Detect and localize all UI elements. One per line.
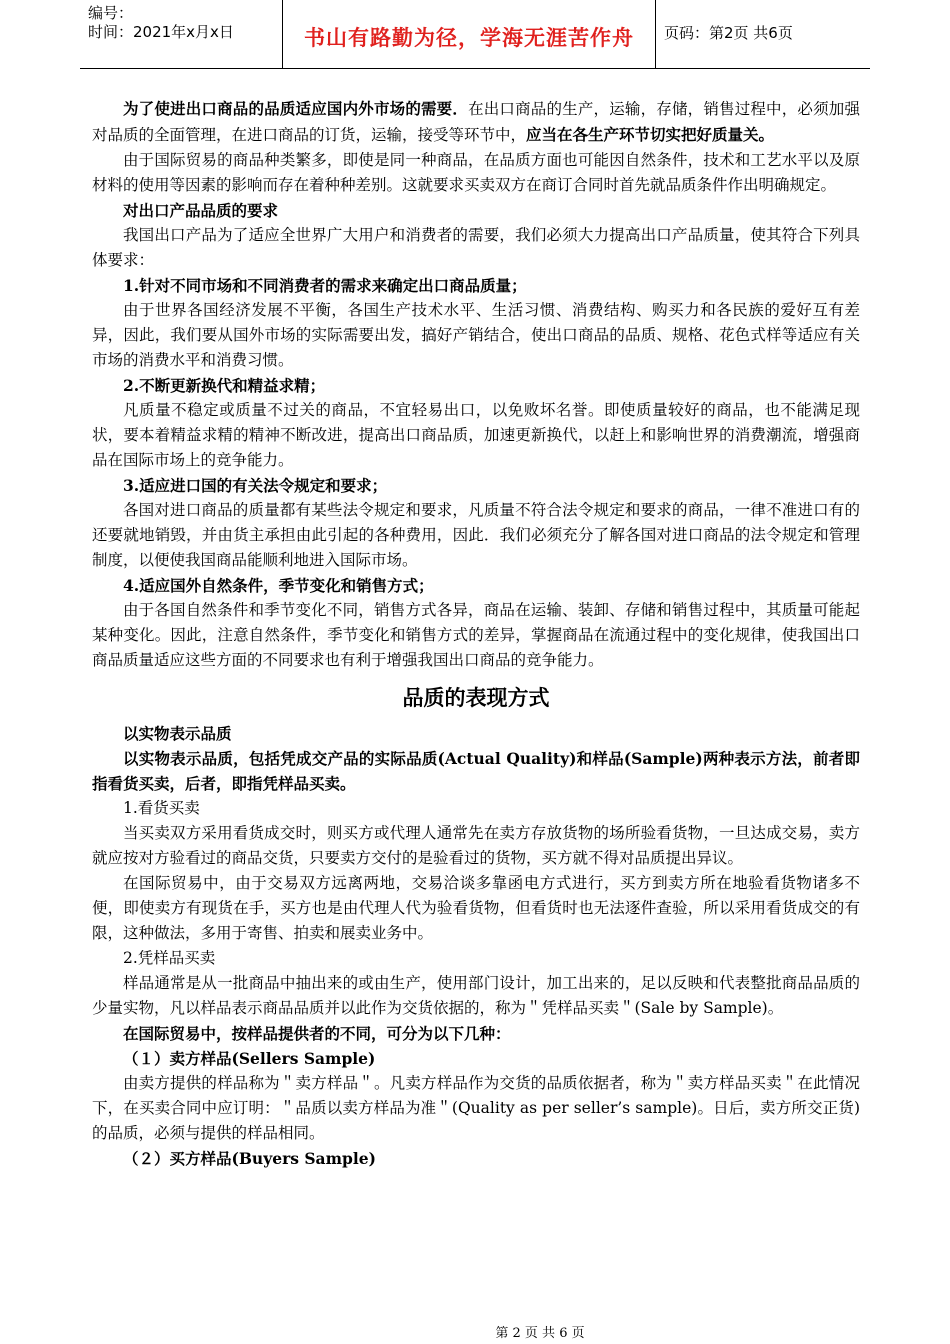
header-motto: 书山有路勤为径，学海无涯苦作舟 xyxy=(304,26,634,50)
paragraph: 各国对进口商品的质量都有某些法令规定和要求，凡质量不符合法令规定和要求的商品，一律不准进口有的还要就地销毁，并由货主承担由此引起的各种费用，因此．我们必须充分了解各国对进口商品的法令规定和管理制度，以便使我国商品能顺利地进入国际市场。 xyxy=(92,501,860,569)
document-date-label: 时间：2021年x月x日 xyxy=(88,23,234,41)
paragraph: 我国出口产品为了适应全世界广大用户和消费者的需要，我们必须大力提高出口产品质量，使其符合下列具体要求： xyxy=(92,226,860,269)
subheading-item-4: 4.适应国外自然条件，季节变化和销售方式； xyxy=(123,576,434,595)
paragraph-intro xyxy=(92,96,860,148)
paragraph: 由于世界各国经济发展不平衡，各国生产技术水平、生活习惯、消费结构、购买力和各民族的爱好互有差异，因此，我们要从国外市场的实际需要出发，搞好产销结合，使出口商品的品质、规格、花色式样等适应有关市场的消费水平和消费习惯。 xyxy=(92,301,860,369)
header-meta xyxy=(88,0,282,72)
page-header xyxy=(80,0,870,69)
intro-bold: 为了使进出口商品的品质适应国内外市场的需要． xyxy=(123,99,469,118)
subheading-physical-quality: 以实物表示品质 xyxy=(123,724,232,743)
paragraph-bold: 在国际贸易中，按样品提供者的不同，可分为以下几种： xyxy=(123,1024,511,1043)
subheading-item-2: 2.不断更新换代和精益求精； xyxy=(123,376,326,395)
document-body xyxy=(92,96,860,1171)
page-footer: 第 2 页 共 6 页 xyxy=(495,1326,585,1341)
paragraph: 凡质量不稳定或质量不过关的商品，不宜轻易出口，以免败坏名誉。即使质量较好的商品，也不能满足现状，要本着精益求精的精神不断改进，提高出口商品质，加速更新换代，以赶上和影响世界的消费潮流，增强商品在国际市场上的竞争能力。 xyxy=(92,401,860,469)
paragraph: 由于各国自然条件和季节变化不同，销售方式各异，商品在运输、装卸、存储和销售过程中，其质量可能起某种变化。因此，注意自然条件，季节变化和销售方式的差异，掌握商品在流通过程中的变化规律，使我国出口商品质量适应这些方面的不同要求也有利于增强我国出口商品的竞争能力。 xyxy=(92,601,860,669)
document-number-label: 编号： xyxy=(88,4,134,22)
section-title: 品质的表现方式 xyxy=(402,685,550,710)
paragraph: 当买卖双方采用看货成交时，则买方或代理人通常先在卖方存放货物的场所验看货物，一旦达成交易，卖方就应按对方验看过的商品交货，只要卖方交付的是验看过的货物，买方就不得对品质提出异议。 xyxy=(92,824,860,867)
paragraph: 在国际贸易中，由于交易双方远离两地，交易洽谈多靠函电方式进行，买方到卖方所在地验看货物诸多不便，即使卖方有现货在手，买方也是由代理人代为验看货物，但看货时也无法逐件查验，所以采用看货成交的有限，这种做法，多用于寄售、拍卖和展卖业务中。 xyxy=(92,874,860,942)
subheading-requirements: 对出口产品品质的要求 xyxy=(123,201,279,220)
paragraph: 由于国际贸易的商品种类繁多，即使是同一种商品，在品质方面也可能因自然条件，技术和工艺水平以及原材料的使用等因素的影响而存在着种种差别。这就要求买卖双方在商订合同时首先就品质条件作出明确规定。 xyxy=(92,151,860,194)
subheading-buyer-sample: （２）买方样品(Buyers Sample) xyxy=(123,1149,376,1168)
subheading-item-1: 1.针对不同市场和不同消费者的需求来确定出口商品质量； xyxy=(123,276,527,295)
header-page-number: 页码：第2页 共6页 xyxy=(664,24,793,42)
intro-bold-end: 应当在各生产环节切实把好质量关。 xyxy=(526,125,775,144)
paragraph: 由卖方提供的样品称为＂卖方样品＂。凡卖方样品作为交货的品质依据者，称为＂卖方样品买卖＂在此情况下，在买卖合同中应订明：＂品质以卖方样品为准＂(Quality as per seller’s sample)。日后，卖方所交正货)的品质，必须与提供的样品相同。 xyxy=(92,1074,860,1142)
subheading-sample-trade: 2.凭样品买卖 xyxy=(123,949,216,967)
intro-text: 在出口商品的生产，运输，存储，销售过程中，必须加强对品质的全面管理，在进口商品的订货，运输，接受等环节中， xyxy=(92,100,860,144)
paragraph-bold: 以实物表示品质，包括凭成交产品的实际品质(Actual Quality)和样品(Sample)两种表示方法，前者即指看货买卖，后者，即指凭样品买卖。 xyxy=(92,749,860,793)
subheading-item-3: 3.适应进口国的有关法令规定和要求； xyxy=(123,476,388,495)
subheading-seller-sample: （１）卖方样品(Sellers Sample) xyxy=(123,1049,376,1068)
paragraph: 样品通常是从一批商品中抽出来的或由生产，使用部门设计，加工出来的，足以反映和代表整批商品品质的少量实物，凡以样品表示商品品质并以此作为交货依据的，称为＂凭样品买卖＂(Sale by Sample)。 xyxy=(92,974,860,1017)
header-motto-cell xyxy=(282,0,656,68)
subheading-viewing-trade: 1.看货买卖 xyxy=(123,799,200,817)
